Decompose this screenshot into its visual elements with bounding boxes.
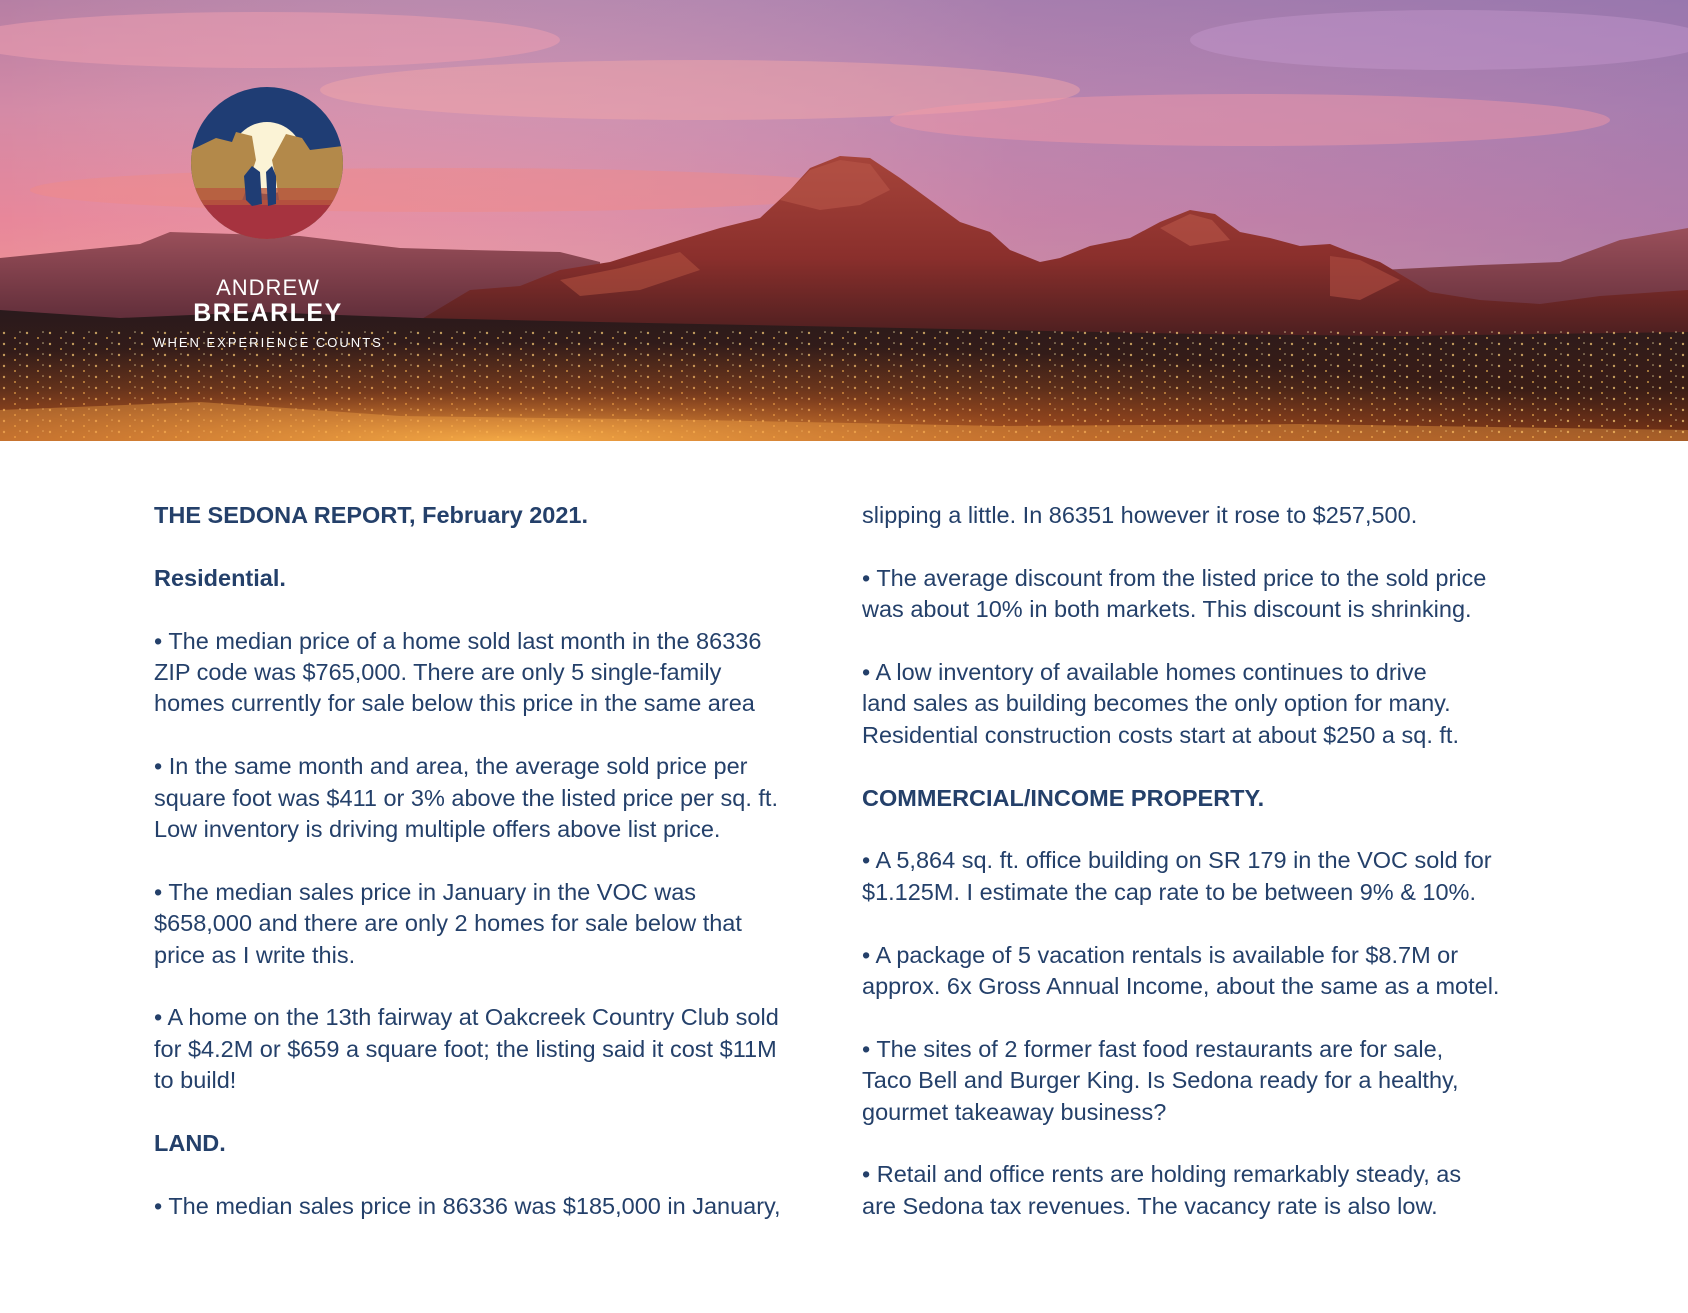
list-item: • The sites of 2 former fast food restaurants are for sale, Taco Bell and Burger King. Is Sedona ready for a healthy, gourmet takeaway business? <box>862 1035 1459 1125</box>
list-item: • Retail and office rents are holding remarkably steady, as are Sedona tax revenues. The vacancy rate is also low. <box>862 1161 1462 1219</box>
list-item: • The median sales price in January in the VOC was $658,000 and there are only 2 homes for sale below that price as I write this. <box>154 878 742 968</box>
list-item: • The average discount from the listed price to the sold price was about 10% in both markets. This discount is shrinking. <box>862 564 1487 623</box>
report-column-left <box>154 500 834 1254</box>
section-heading-residential: Residential. <box>154 564 286 591</box>
list-item-continued: slipping a little. In 86351 however it rose to $257,500. <box>862 502 1418 528</box>
list-item: • A 5,864 sq. ft. office building on SR 179 in the VOC sold for $1.125M. I estimate the cap rate to be between 9% & 10%. <box>862 847 1492 905</box>
section-heading-commercial: COMMERCIAL/INCOME PROPERTY. <box>862 784 1265 811</box>
list-item: • A home on the 13th fairway at Oakcreek Country Club sold for $4.2M or $659 a square foot; the listing said it cost $11M to build! <box>154 1004 779 1094</box>
brand-tagline: WHEN EXPERIENCE COUNTS <box>153 335 383 350</box>
report-column-right <box>862 500 1542 1254</box>
list-item: • The median price of a home sold last month in the 86336 ZIP code was $765,000. There are only 5 single-family homes currently for sale below this price in the same area <box>154 627 762 717</box>
brand-name-first: ANDREW <box>216 275 320 300</box>
hero-banner <box>0 0 1688 441</box>
list-item: • A low inventory of available homes continues to drive land sales as building becomes the only option for many. Residential construction costs start at about $250 a sq. ft. <box>862 659 1459 748</box>
list-item: • The median sales price in 86336 was $185,000 in January, <box>154 1192 781 1219</box>
brand-block <box>150 86 386 350</box>
section-heading-land: LAND. <box>154 1130 226 1157</box>
list-item: • A package of 5 vacation rentals is available for $8.7M or approx. 6x Gross Annual Income, about the same as a motel. <box>862 941 1500 1000</box>
brand-name-last: BREARLEY <box>193 299 343 327</box>
list-item: • In the same month and area, the average sold price per square foot was $411 or 3% above the listed price per sq. ft. Low inventory is driving multiple offers above list price. <box>154 753 778 843</box>
report-title: THE SEDONA REPORT, February 2021. <box>154 502 589 528</box>
